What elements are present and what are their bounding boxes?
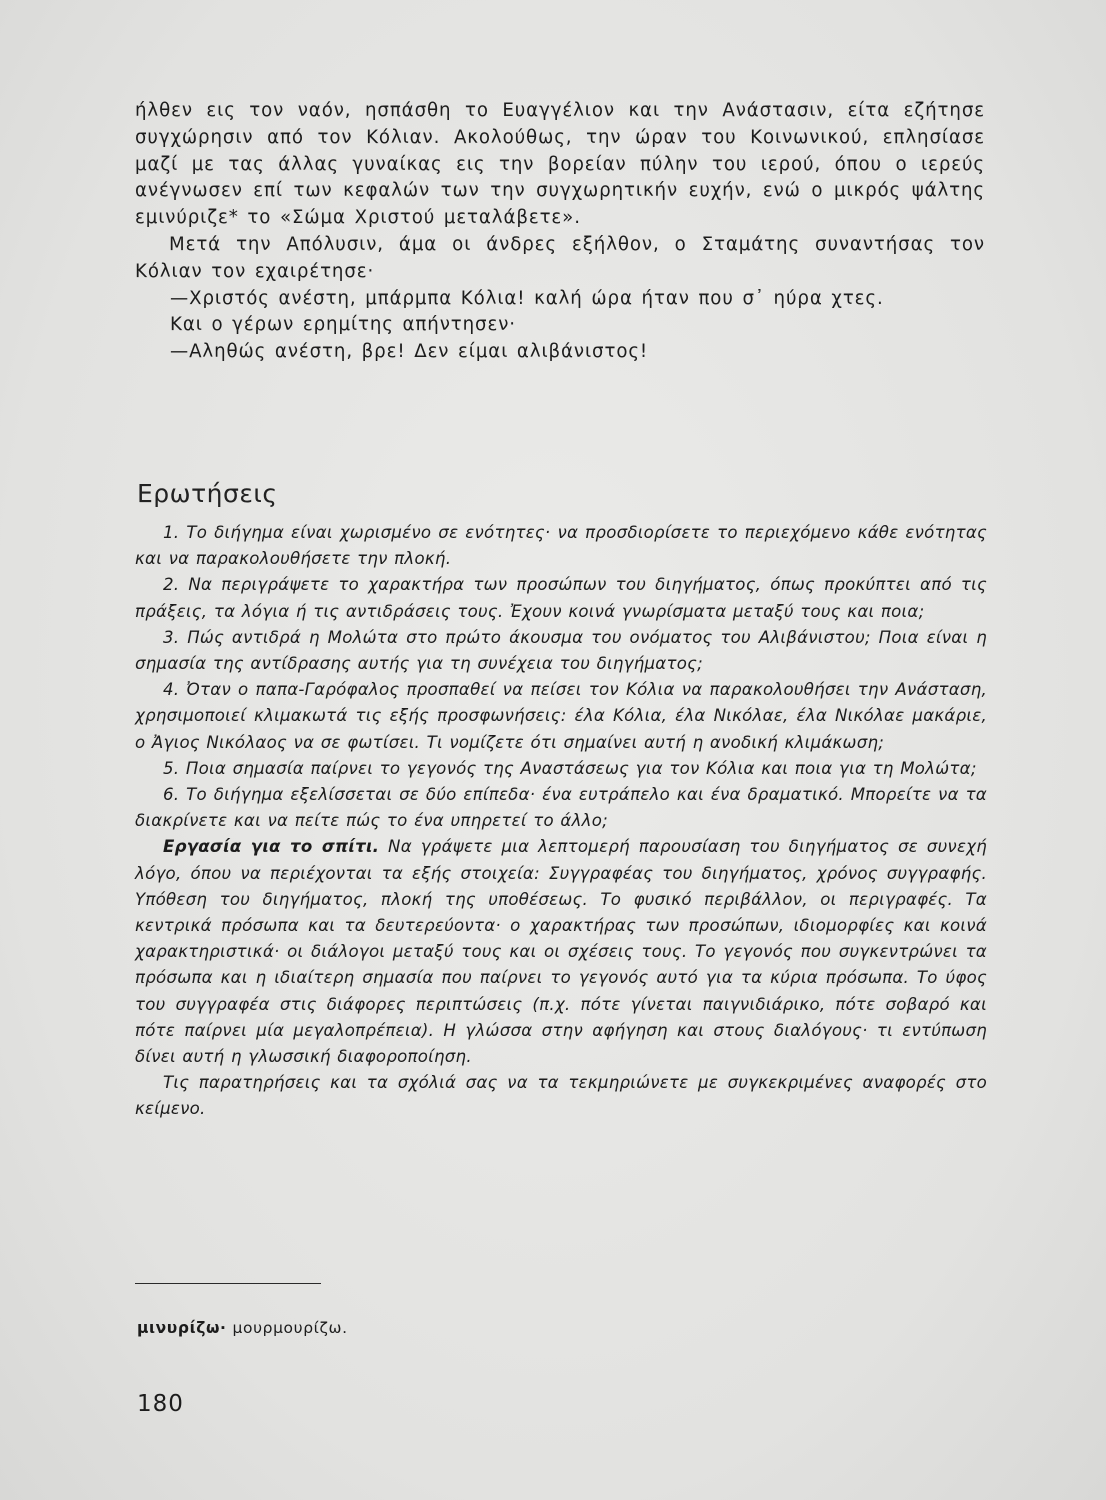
footnote-divider xyxy=(135,1283,321,1284)
dialogue-line: —Χριστός ανέστη, μπάρμπα Κόλια! καλή ώρα ήταν που σ᾽ ηύρα χτες. xyxy=(170,287,884,309)
dialogue-line: —Αληθώς ανέστη, βρε! Δεν είμαι αλιβάνιστος! xyxy=(170,341,649,363)
homework-label: Εργασία για το σπίτι. xyxy=(163,837,380,857)
question-item: 5. Ποια σημασία παίρνει το γεγονός της Αναστάσεως για τον Κόλια και ποια για τη Μολώτα; xyxy=(163,758,977,778)
story-paragraph: Μετά την Απόλυσιν, άμα οι άνδρες εξήλθον, ο Σταμάτης συναντήσας τον Κόλιαν τον εχαιρέτησε· xyxy=(135,233,985,282)
question-item: 1. Το διήγημα είναι χωρισμένο σε ενότητες· να προσδιορίσετε το περιεχόμενο κάθε ενότητας και να παρακολουθήσετε την πλοκή. xyxy=(135,523,987,569)
story-paragraph: ήλθεν εις τον ναόν, ησπάσθη το Ευαγγέλιον και την Ανάστασιν, είτα εζήτησε συγχώρησιν από τον Κόλιαν. Ακολούθως, την ώραν του Κοινωνικού, επλησίασε μαζί με τας άλλας γυναίκας εις την βορείαν πύλην του ιερού, όπου ο ιερεύς ανέγνωσεν επί των κεφαλών των την συγχωρητικήν ευχήν, ενώ ο μικρός ψάλτης εμινύριζε* το «Σώμα Χριστού μεταλάβετε». xyxy=(135,100,985,229)
question-item: 4. Ὀταν ο παπα-Γαρόφαλος προσπαθεί να πείσει τον Κόλια να παρακολουθήσει την Ανάσταση, χρησιμοποιεί κλιμακωτά τις εξής προσφωνήσεις: έλα Κόλια, έλα Νικόλαε, έλα Νικόλαε μακάριε, ο Ἀγιος Νικόλαος να σε φωτίσει. Τι νομίζετε ότι σημαίνει αυτή η ανοδική κλιμάκωση; xyxy=(135,680,987,752)
questions-heading: Ερωτήσεις xyxy=(137,479,278,508)
closing-paragraph: Τις παρατηρήσεις και τα σχόλιά σας να τα τεκμηριώνετε με συγκεκριμένες αναφορές στο κείμενο. xyxy=(135,1073,987,1119)
questions-section xyxy=(135,520,987,1123)
page-number: 180 xyxy=(137,1391,184,1417)
homework-paragraph xyxy=(135,834,987,1070)
question-item: 3. Πώς αντιδρά η Μολώτα στο πρώτο άκουσμα του ονόματος του Αλιβάνιστου; Ποια είναι η σημασία της αντίδρασης αυτής για τη συνέχεια του διηγήματος; xyxy=(135,627,987,674)
question-item: 2. Να περιγράψετε το χαρακτήρα των προσώπων του διηγήματος, όπως προκύπτει από τις πράξεις, τα λόγια ή τις αντιδράσεις τους. Ἐχουν κοινά γνωρίσματα μεταξύ τους και ποια; xyxy=(135,575,987,621)
footnote xyxy=(137,1319,348,1337)
question-item: 6. Το διήγημα εξελίσσεται σε δύο επίπεδα· ένα ευτράπελο και ένα δραματικό. Μπορείτε να τα διακρίνετε και να πείτε πώς το ένα υπηρετεί το άλλο; xyxy=(135,785,987,831)
footnote-term: μινυρίζω· xyxy=(137,1319,227,1337)
narration-line: Και ο γέρων ερημίτης απήντησεν· xyxy=(170,314,516,336)
homework-text: Να γράψετε μια λεπτομερή παρουσίαση του διηγήματος σε συνεχή λόγο, όπου να περιέχονται τα εξής στοιχεία: Συγγραφέας του διηγήματος, χρόνος συγγραφής. Υπόθεση του διηγήματος, πλοκή της υποθέσεως. Το φυσικό περιβάλλον, οι περιγραφές. Τα κεντρικά πρόσωπα και τα δευτερεύοντα· ο χαρακτήρας των προσώπων, ιδιομορφίες και κοινά χαρακτηριστικά· οι διάλογοι μεταξύ τους και οι σχέσεις τους. Το γεγονός που συγκεντρώνει τα πρόσωπα και η ιδιαίτερη σημασία που παίρνει το γεγονός αυτό για τα κύρια πρόσωπα. Το ύφος του συγγραφέα στις διάφορες περιπτώσεις (π.χ. πότε γίνεται παιγνιδιάρικο, πότε σοβαρό και πότε παίρνει μία μεγαλοπρέπεια). Η γλώσσα στην αφήγηση και στους διαλόγους· τι εντύπωση δίνει αυτή η γλωσσική διαφοροποίηση. xyxy=(135,837,987,1067)
story-excerpt xyxy=(135,98,985,366)
footnote-definition: μουρμουρίζω. xyxy=(232,1319,348,1337)
